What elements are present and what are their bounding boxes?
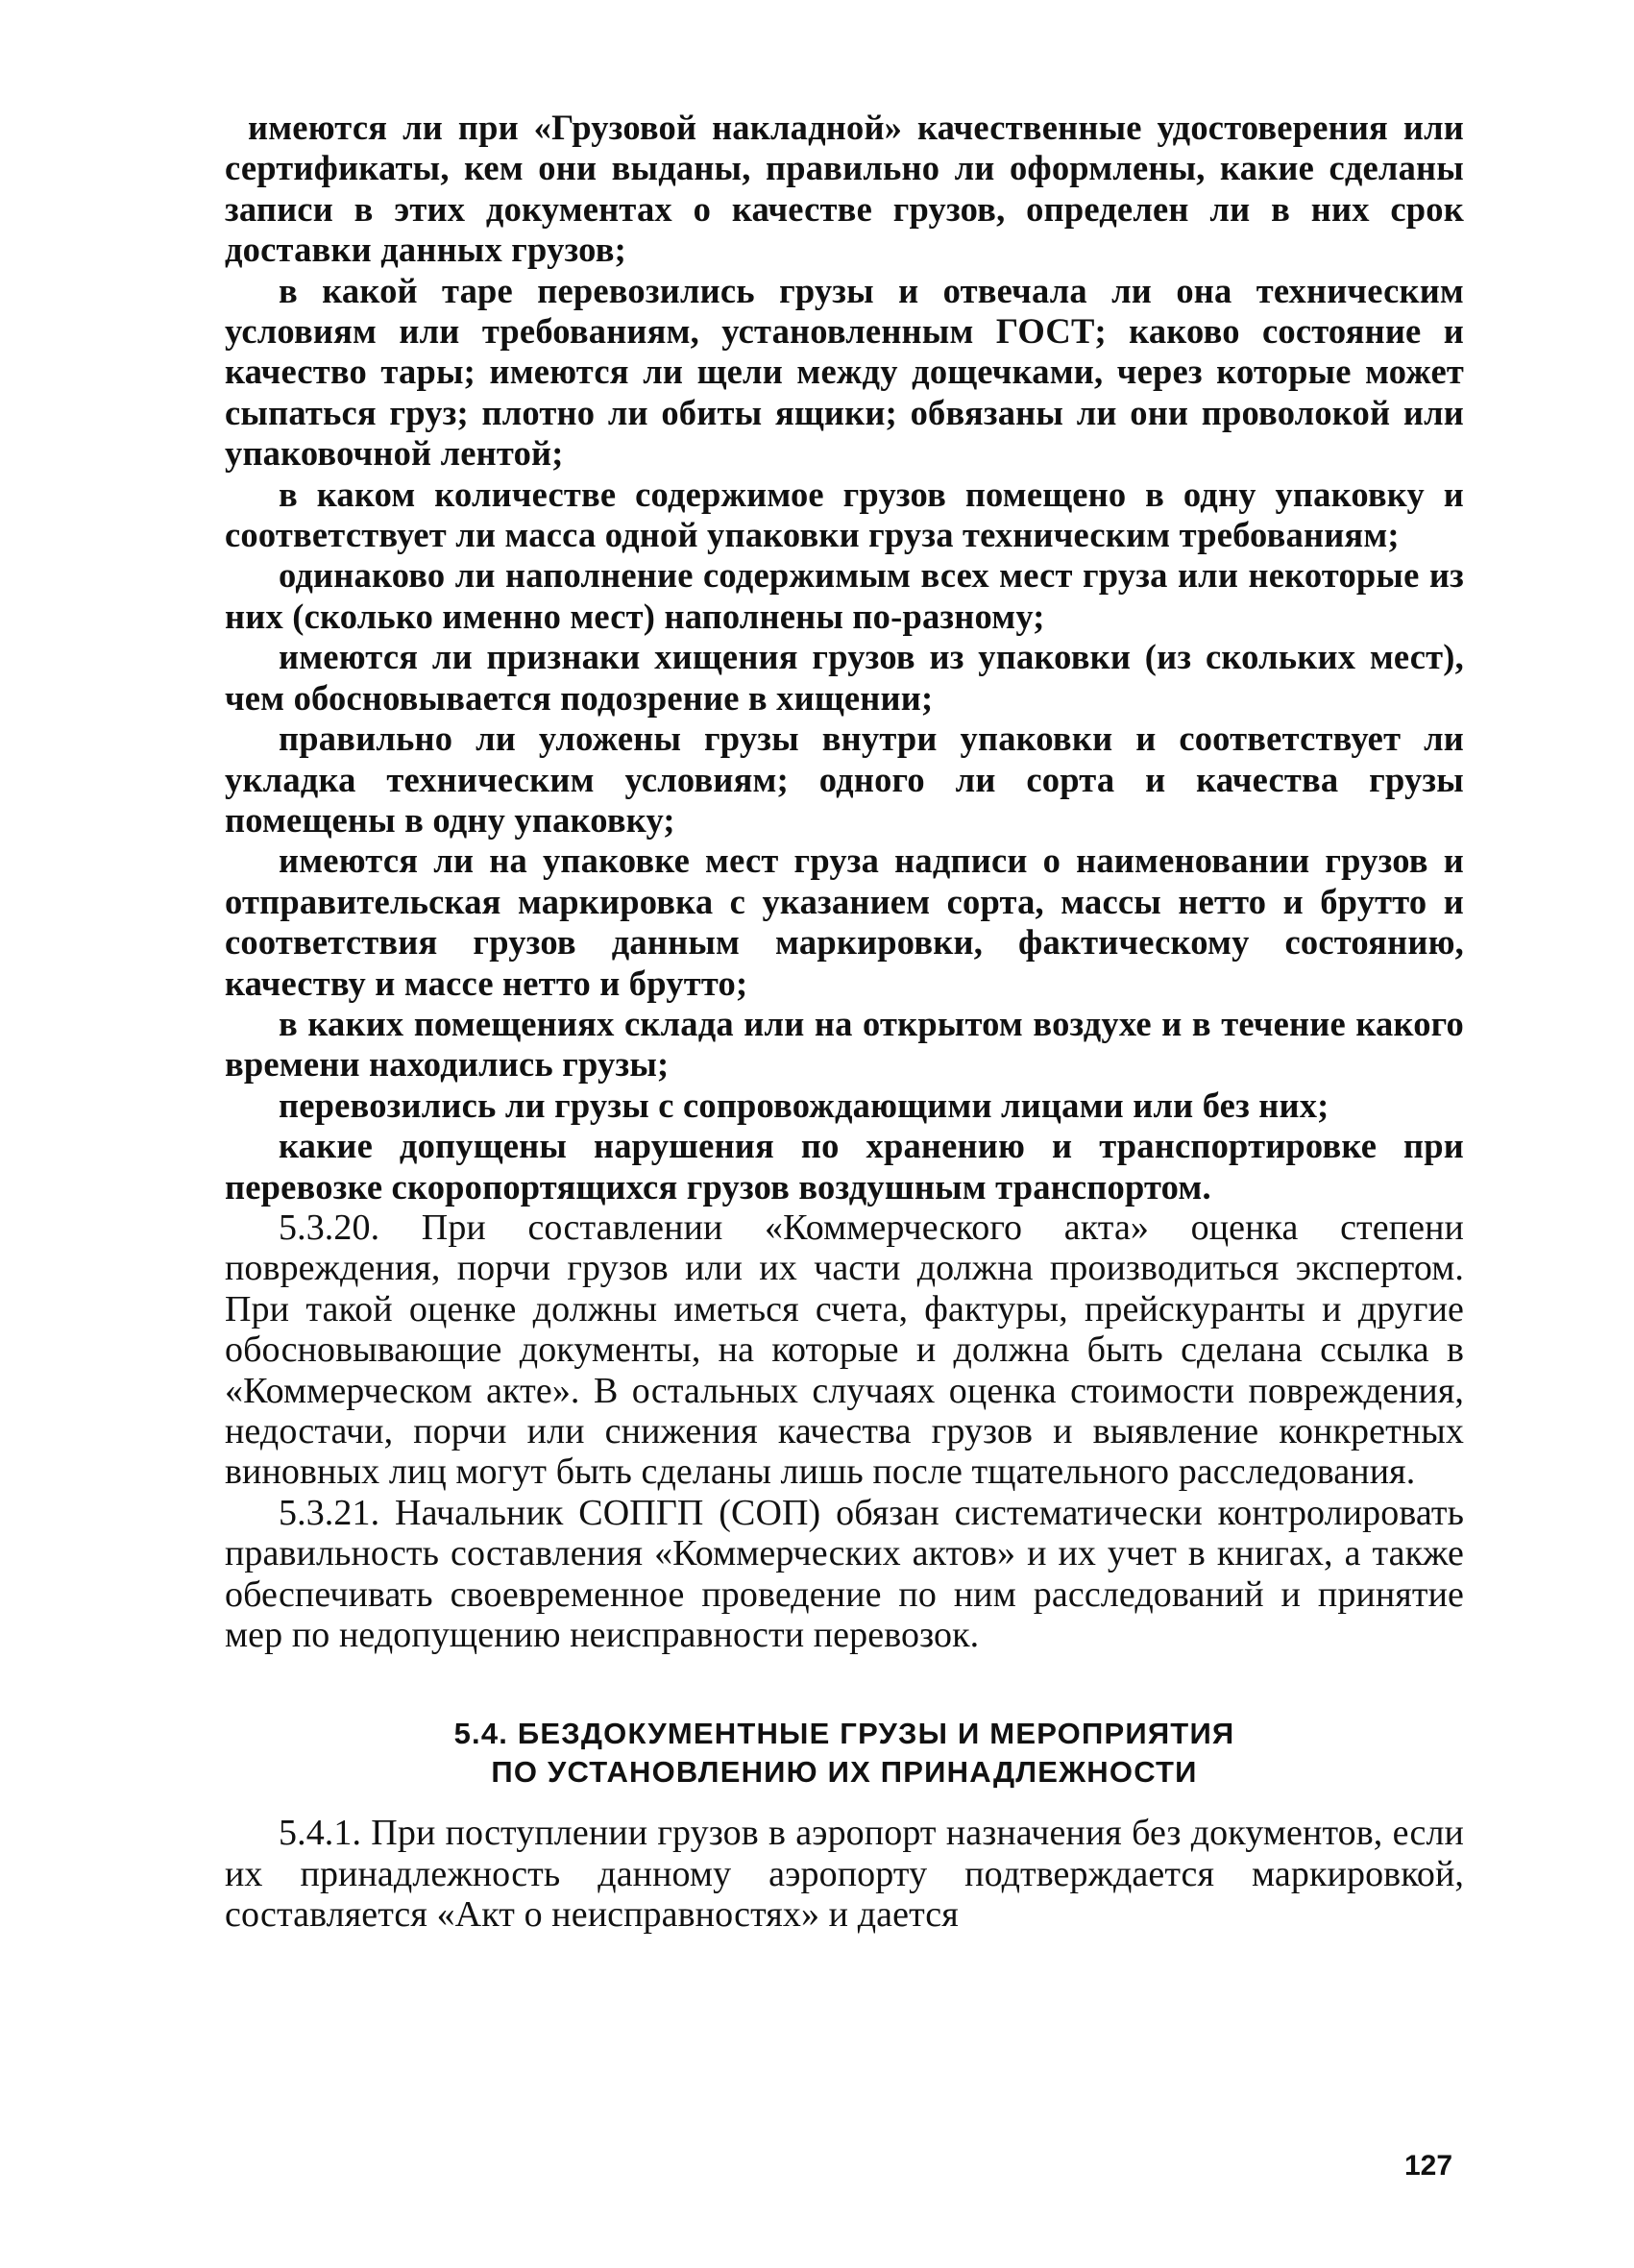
paragraph-storage-place: в каких помещениях склада или на открытом воздухе и в течение какого времени находились грузы; xyxy=(225,1003,1464,1085)
paragraph-quality-certificates: имеются ли при «Грузовой накладной» качественные удостоверения или сертификаты, кем они выданы, правильно ли оформлены, какие сделаны записи в этих документах о качестве грузов, определен ли в них срок доставки данных грузов; xyxy=(225,108,1464,270)
section-heading-line-2: ПО УСТАНОВЛЕНИЮ ИХ ПРИНАДЛЕЖНОСТИ xyxy=(491,1755,1198,1790)
page-number: 127 xyxy=(1404,2150,1453,2182)
paragraph-violations: какие допущены нарушения по хранению и транспортировке при перевозке скоропортящихся грузов воздушным транспортом. xyxy=(225,1126,1464,1207)
paragraph-filling-uniformity: одинаково ли наполнение содержимым всех мест груза или некоторые из них (сколько именно мест) наполнены по-разному; xyxy=(225,555,1464,636)
document-page xyxy=(225,108,1464,2202)
paragraph-5-3-21: 5.3.21. Начальник СОПГП (СОП) обязан систематически контролировать правильность составления «Коммерческих актов» и их учет в книгах, а также обеспечивать своевременное проведение по ним расследований и принятие мер по недопущению неисправности перевозок. xyxy=(225,1492,1464,1656)
paragraph-escorts: перевозились ли грузы с сопровождающими лицами или без них; xyxy=(279,1085,1329,1125)
section-heading xyxy=(225,1715,1464,1792)
section-heading-line-1: 5.4. БЕЗДОКУМЕНТНЫЕ ГРУЗЫ И МЕРОПРИЯТИЯ xyxy=(453,1717,1235,1751)
paragraph-marking: имеются ли на упаковке мест груза надписи о наименовании грузов и отправительская маркировка с указанием сорта, массы нетто и брутто и соответствия грузов данным маркировки, фактическому состоянию, качеству и массе нетто и брутто; xyxy=(225,841,1464,1003)
paragraph-package-quantity: в каком количестве содержимое грузов помещено в одну упаковку и соответствует ли масса одной упаковки груза техническим требованиям; xyxy=(225,474,1464,555)
paragraph-5-4-1: 5.4.1. При поступлении грузов в аэропорт назначения без документов, если их принадлежность данному аэропорту подтверждается маркировкой, составляется «Акт о неисправностях» и дается xyxy=(225,1813,1464,1936)
paragraph-container-condition: в какой таре перевозились грузы и отвечала ли она техническим условиям или требованиям, установленным ГОСТ; каково состояние и качество тары; имеются ли щели между дощечками, через которые может сыпаться груз; плотно ли обиты ящики; обвязаны ли они проволокой или упаковочной лентой; xyxy=(225,270,1464,474)
paragraph-5-3-20: 5.3.20. При составлении «Коммерческого акта» оценка степени повреждения, порчи грузов или их части должна производиться экспертом. При такой оценке должны иметься счета, фактуры, прейскуранты и другие обосновывающие документы, на которые и должна быть сделана ссылка в «Коммерческом акте». В остальных случаях оценка стоимости повреждения, недостачи, порчи или снижения качества грузов и выявление конкретных виновных лиц могут быть сделаны лишь после тщательного расследования. xyxy=(225,1207,1464,1493)
paragraph-packing-order: правильно ли уложены грузы внутри упаковки и соответствует ли укладка техническим условиям; одного ли сорта и качества грузы помещены в одну упаковку; xyxy=(225,719,1464,840)
paragraph-theft-signs: имеются ли признаки хищения грузов из упаковки (из скольких мест), чем обосновывается подозрение в хищении; xyxy=(225,637,1464,718)
